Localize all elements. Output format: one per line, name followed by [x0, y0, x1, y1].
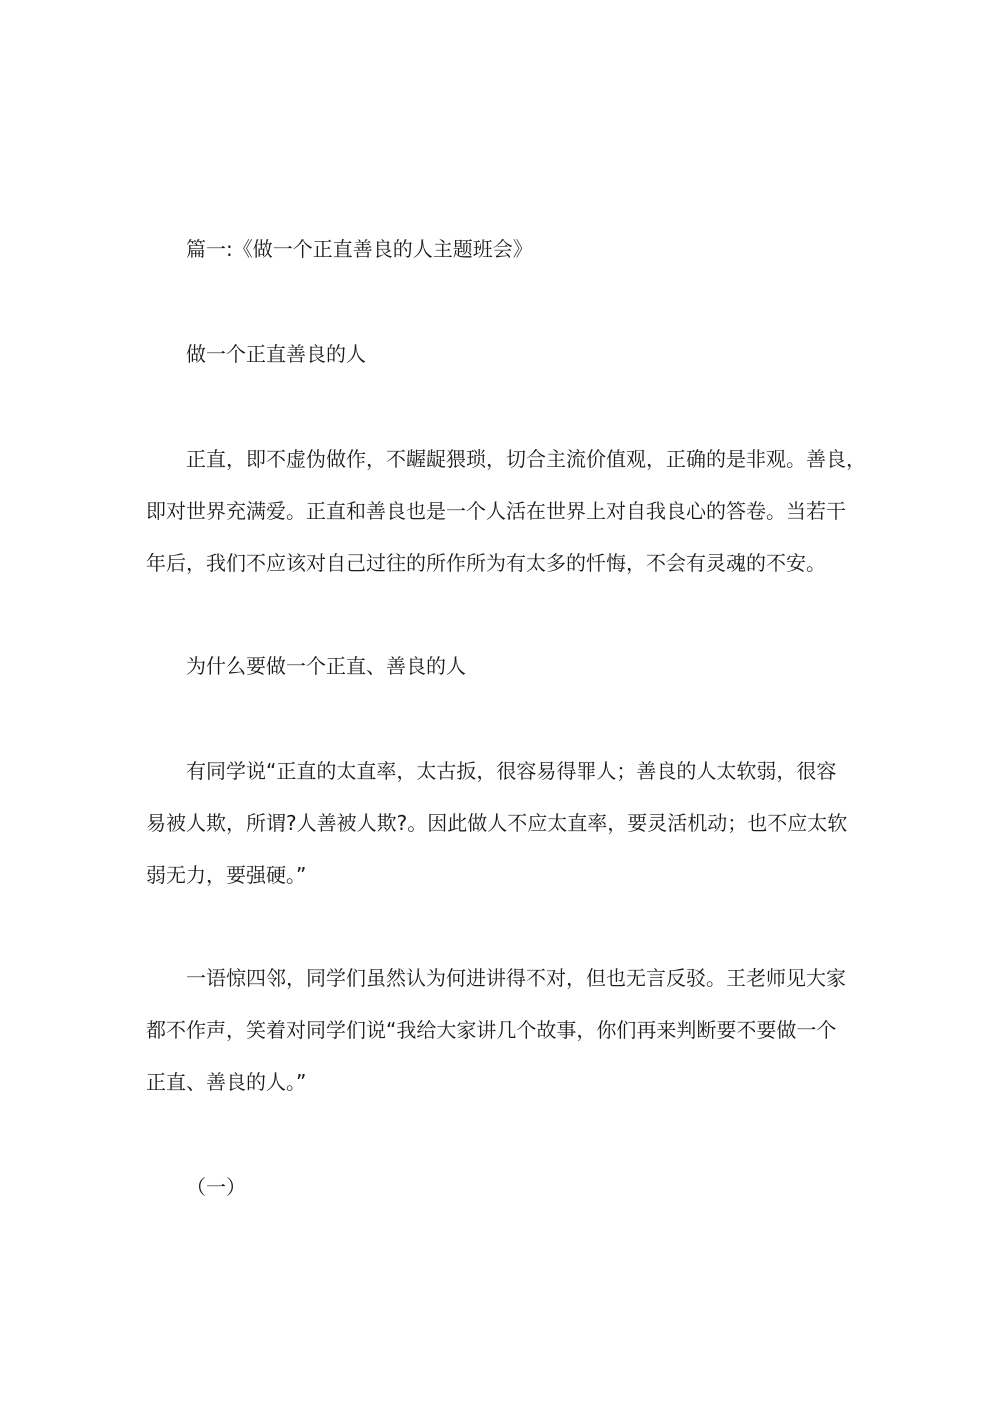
- paragraph-1-line-2: 即对世界充满爱。正直和善良也是一个人活在世界上对自我良心的答卷。当若干: [146, 499, 846, 523]
- paragraph-2-line-3: 弱无力，要强硬。”: [146, 863, 307, 887]
- paragraph-1-line-1: 正直，即不虚伪做作，不龌龊猥琐，切合主流价值观，正确的是非观。善良，: [186, 447, 866, 471]
- section-marker: （一）: [186, 1175, 246, 1199]
- paragraph-2-line-1: 有同学说“正直的太直率，太古扳，很容易得罪人；善良的人太软弱，很容: [186, 759, 837, 783]
- document-title: 篇一:《做一个正直善良的人主题班会》: [186, 237, 533, 261]
- document-subtitle: 做一个正直善良的人: [186, 342, 366, 366]
- paragraph-1-line-3: 年后，我们不应该对自己过往的所作所为有太多的忏悔，不会有灵魂的不安。: [146, 551, 826, 575]
- paragraph-2-line-2: 易被人欺，所谓?人善被人欺?。因此做人不应太直率，要灵活机动；也不应太软: [146, 811, 848, 835]
- section-heading: 为什么要做一个正直、善良的人: [186, 654, 466, 678]
- paragraph-3-line-3: 正直、善良的人。”: [146, 1070, 307, 1094]
- paragraph-3-line-1: 一语惊四邻，同学们虽然认为何进讲得不对，但也无言反驳。王老师见大家: [186, 966, 846, 990]
- paragraph-3-line-2: 都不作声，笑着对同学们说“我给大家讲几个故事，你们再来判断要不要做一个: [146, 1018, 837, 1042]
